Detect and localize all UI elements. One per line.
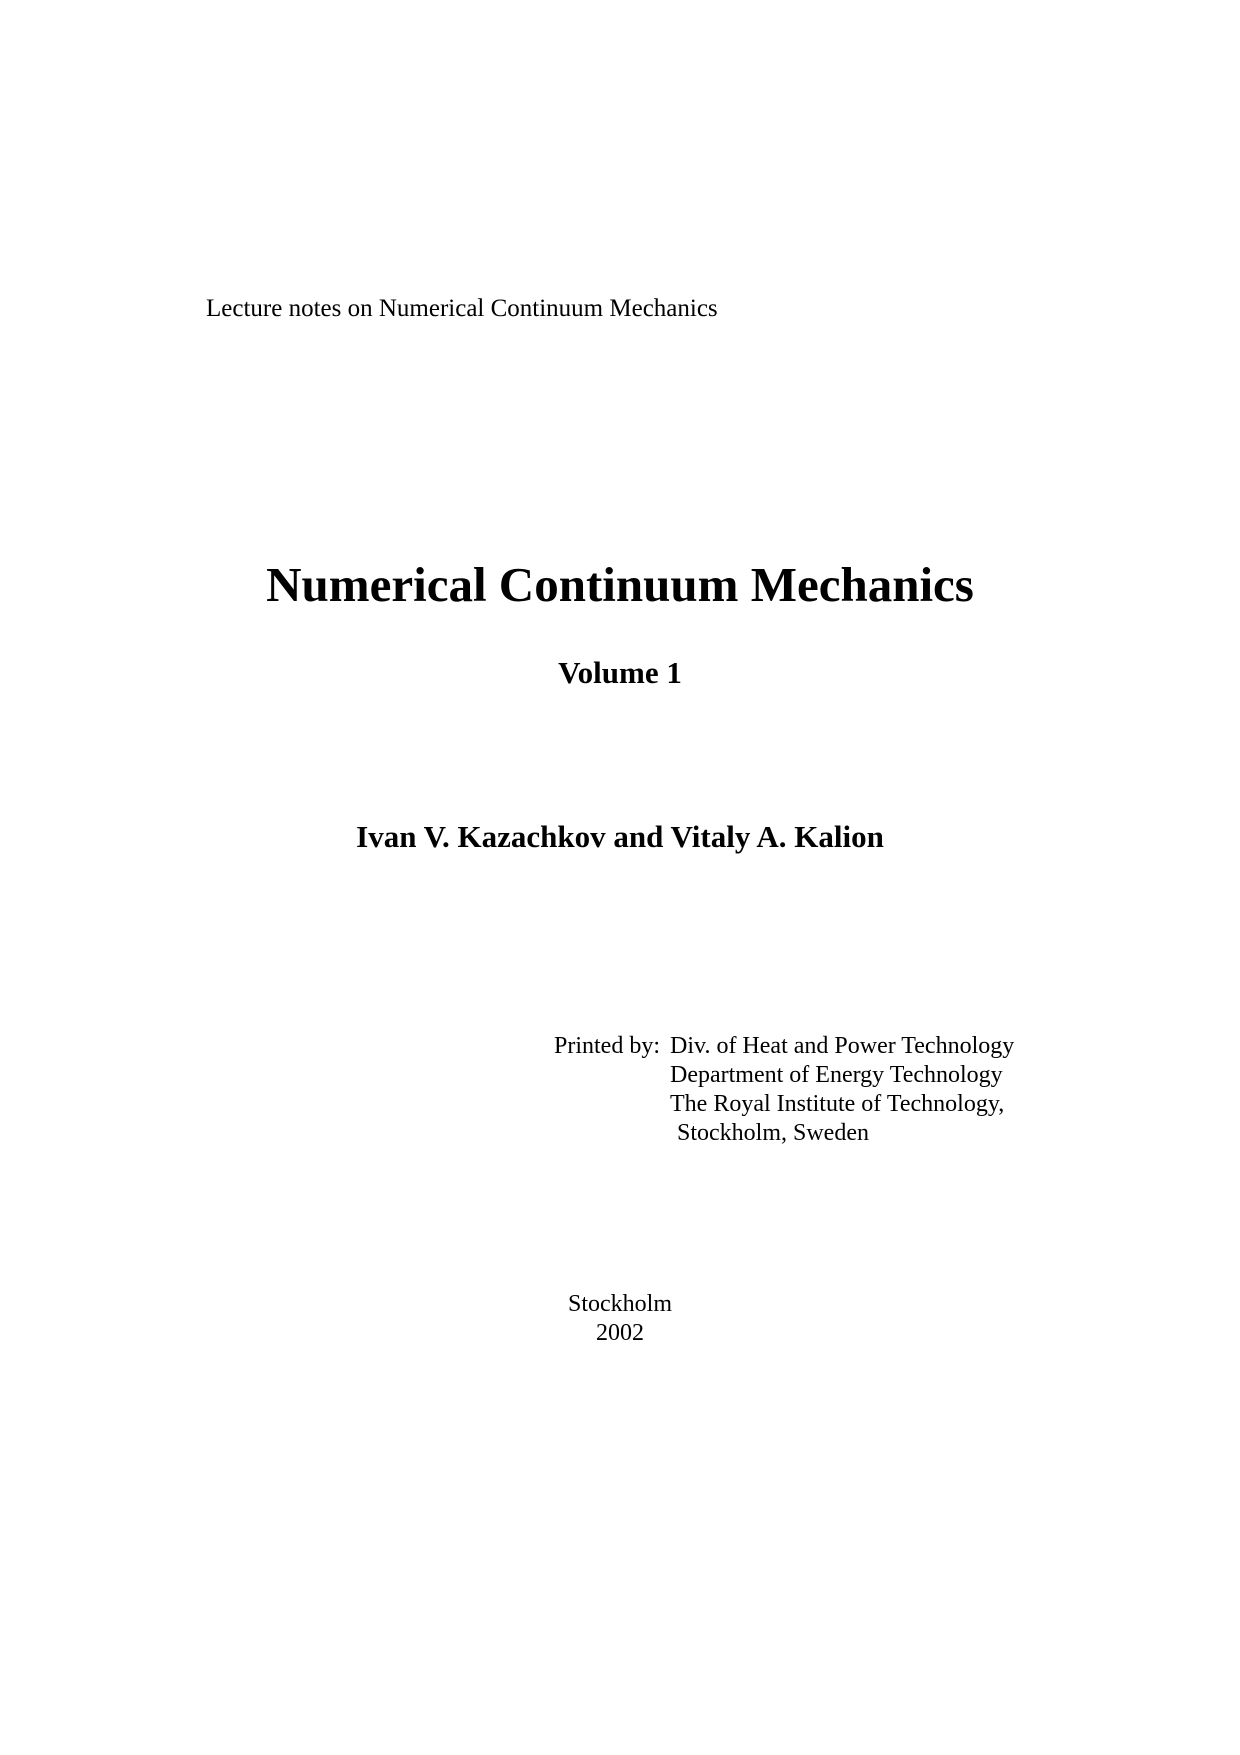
imprint-block bbox=[0, 1290, 1240, 1348]
volume-label: Volume 1 bbox=[558, 655, 682, 690]
printed-by-line-division: Div. of Heat and Power Technology bbox=[670, 1033, 1015, 1059]
printed-by-line-department: Department of Energy Technology bbox=[670, 1062, 1003, 1088]
printed-by-label: Printed by: bbox=[554, 1033, 660, 1059]
series-line: Lecture notes on Numerical Continuum Mechanics bbox=[206, 295, 718, 322]
authors: Ivan V. Kazachkov and Vitaly A. Kalion bbox=[356, 819, 884, 854]
printed-by-line-institute: The Royal Institute of Technology, bbox=[670, 1091, 1005, 1117]
printed-by-lines bbox=[670, 1032, 1014, 1148]
printed-by-line-city: Stockholm, Sweden bbox=[677, 1120, 869, 1146]
book-title: Numerical Continuum Mechanics bbox=[266, 557, 974, 612]
imprint-place: Stockholm bbox=[567, 1291, 672, 1317]
imprint-year: 2002 bbox=[596, 1320, 644, 1346]
